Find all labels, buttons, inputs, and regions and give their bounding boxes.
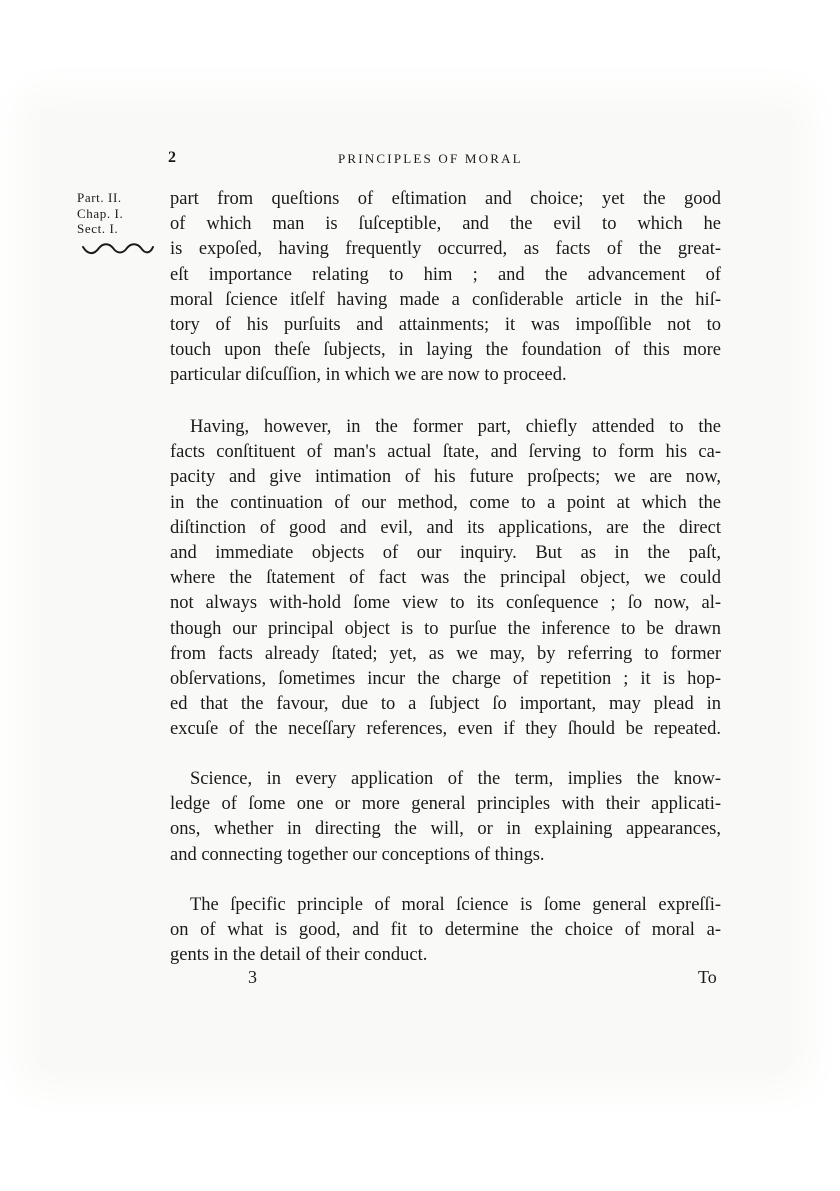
text-line: pacity and give intimation of his future proſpects; we are now, — [170, 467, 721, 488]
text-line: part from queſtions of eſtimation and choice; yet the good — [170, 189, 721, 209]
text-line: not always with-hold ſome view to its conſequence ; ſo now, al- — [170, 593, 721, 614]
running-head — [0, 149, 840, 169]
text-line: in the continuation of our method, come to a point at which the — [170, 492, 721, 513]
text-line: particular diſcuſſion, in which we are now to proceed. — [170, 365, 567, 386]
paragraph-2 — [170, 415, 721, 742]
flourish-ornament — [81, 243, 155, 255]
paragraph-3 — [170, 767, 721, 868]
text-line: and immediate objects of our inquiry. But as in the paſt, — [170, 542, 721, 563]
running-title: PRINCIPLES OF MORAL — [338, 151, 523, 166]
text-line: on of what is good, and fit to determine the choice of moral a- — [170, 920, 721, 941]
text-line: tory of his purſuits and attainments; it was impoſſible not to — [170, 314, 721, 335]
text-line: ed that the favour, due to a ſubject ſo important, may plead in — [170, 694, 721, 715]
text-line: ons, whether in directing the will, or in explaining appearances, — [170, 819, 721, 840]
paragraph-1 — [170, 187, 721, 389]
text-line: eſt importance relating to him ; and the advancement of — [170, 264, 721, 285]
text-line: obſervations, ſometimes incur the charge of repetition ; it is hop- — [170, 668, 721, 689]
margin-note — [77, 190, 159, 255]
text-line: of which man is ſuſceptible, and the evil to which he — [170, 214, 721, 235]
paragraph-4 — [170, 893, 721, 969]
margin-chapter: Chap. I. — [77, 205, 124, 221]
margin-part: Part. II. — [77, 190, 122, 205]
text-line: facts conſtituent of man's actual ſtate, and ſerving to form his ca- — [170, 442, 721, 463]
text-line: though our principal object is to purſue the inference to be drawn — [170, 618, 721, 639]
text-line: is expoſed, having frequently occurred, as facts of the great- — [170, 239, 721, 260]
signature-mark: 3 — [248, 967, 257, 987]
text-line: moral ſcience itſelf having made a conſiderable article in the hiſ- — [170, 289, 721, 310]
text-line: gents in the detail of their conduct. — [170, 945, 428, 966]
page-number: 2 — [168, 149, 176, 166]
text-line: from facts already ſtated; yet, as we may, by referring to former — [170, 643, 721, 664]
margin-section: Sect. I. — [77, 221, 119, 236]
text-line: Science, in every application of the term, implies the know- — [190, 769, 721, 789]
catchword: To — [698, 967, 717, 987]
text-line: where the ſtatement of fact was the principal object, we could — [170, 568, 721, 589]
page-footer — [0, 967, 840, 991]
text-line: and connecting together our conceptions of things. — [170, 844, 545, 865]
text-line: diſtinction of good and evil, and its applications, are the direct — [170, 517, 721, 538]
text-line: excuſe of the neceſſary references, even if they ſhould be repeated. — [170, 719, 721, 740]
text-line: The ſpecific principle of moral ſcience is ſome general expreſſi- — [190, 895, 721, 915]
text-line: touch upon theſe ſubjects, in laying the foundation of this more — [170, 340, 721, 361]
text-line: ledge of ſome one or more general principles with their applicati- — [170, 794, 721, 815]
text-line: Having, however, in the former part, chiefly attended to the — [190, 417, 721, 437]
